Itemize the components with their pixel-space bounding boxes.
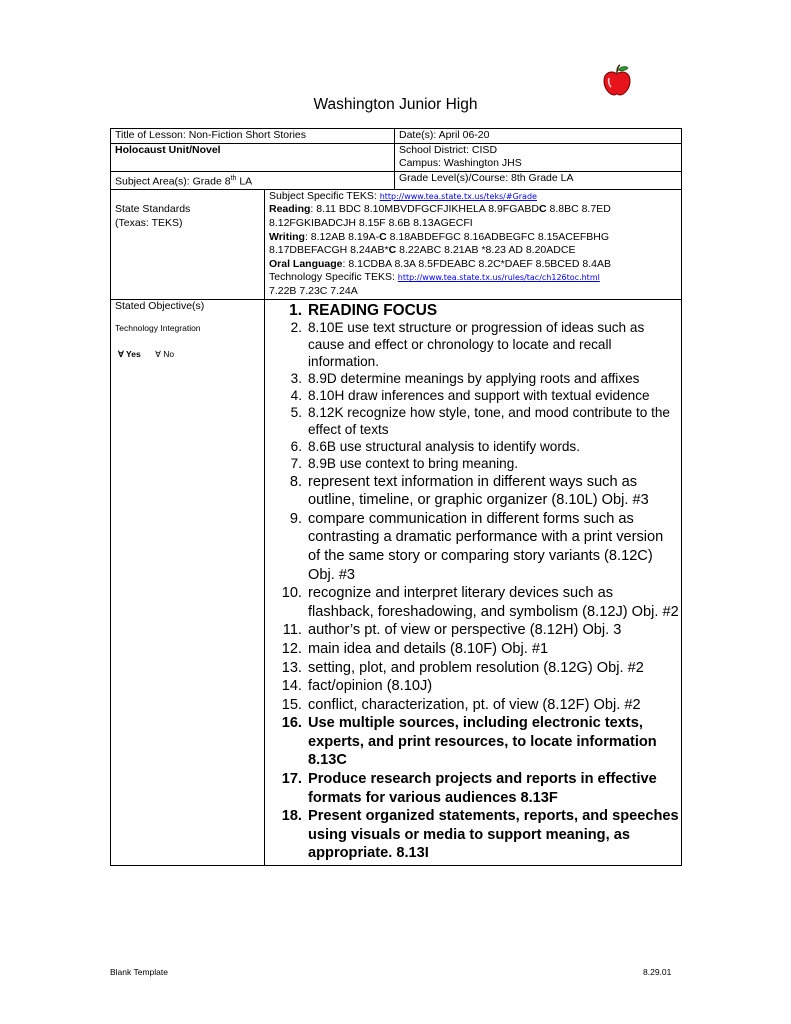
objective-number: 2. xyxy=(290,319,302,335)
objective-item xyxy=(265,714,679,770)
standards-content-cell: Subject Specific TEKS: http://www.tea.state.tx.us/teks/#Grade Reading: 8.11 BDC 8.10MBVDFGCFJIKHELA 8.9FGABDC 8.8BC 8.7ED 8.12FGKIBADCJH 8.15F 8.6B 8.13AGECFI Writing: 8.12AB 8.19A-C 8.18ABDEFGC 8.16ADBEGFC 8.15ACEFBHG 8.17DBEFACGH 8.24AB*C 8.22ABC 8.21AB *8.23 AD 8.20ADCE Oral Language: 8.1CDBA 8.3A 8.5FDEABC 8.2C*DAEF 8.5BCED 8.4AB Technology Specific TEKS: http://www.tea.state.tx.us/rules/tac/ch126toc.html 7.22B 7.23C 7.24A xyxy=(265,189,682,299)
objective-item xyxy=(265,455,679,472)
tech-teks-link[interactable]: http://www.tea.state.tx.us/rules/tac/ch126toc.html xyxy=(397,273,600,283)
objective-text: conflict, characterization, pt. of view (8.12F) Obj. #2 xyxy=(308,696,641,713)
objective-number: 15. xyxy=(281,696,302,713)
objective-item xyxy=(265,387,679,404)
objective-number: 4. xyxy=(290,388,302,404)
page-title: Washington Junior High xyxy=(313,96,478,113)
objective-text: 8.9B use context to bring meaning. xyxy=(308,456,519,472)
objective-text: Use multiple sources, including electronic texts, experts, and print resources, to locate information 8.13C xyxy=(308,715,657,769)
objective-text: READING FOCUS xyxy=(308,301,438,319)
unit-cell: Holocaust Unit/Novel xyxy=(111,143,395,171)
objective-text: Present organized statements, reports, and speeches using visuals or media to support meaning, as appropriate. 8.13I xyxy=(308,808,679,862)
objective-item xyxy=(265,404,679,438)
objective-number: 18. xyxy=(281,808,302,825)
objective-number: 14. xyxy=(281,678,302,695)
objective-item xyxy=(265,319,679,370)
objective-item xyxy=(265,438,679,455)
subject-teks-link[interactable]: http://www.tea.state.tx.us/teks/#Grade xyxy=(379,191,537,201)
objective-text: compare communication in different forms such as contrasting a dramatic performance with a print version of the same story or comparing story variants (8.12C) Obj. #3 xyxy=(308,510,664,583)
objective-item xyxy=(265,640,679,659)
objective-item xyxy=(265,302,679,319)
objective-number: 3. xyxy=(290,371,302,386)
campus: Campus: Washington JHS xyxy=(399,157,522,170)
objective-text: setting, plot, and problem resolution (8.12G) Obj. #2 xyxy=(308,659,644,676)
objectives-label-cell: Stated Objective(s) Technology Integration ∀ Yes ∀ No xyxy=(111,299,265,865)
district-campus-cell xyxy=(395,143,682,171)
objective-number: 6. xyxy=(290,439,302,455)
objective-text: 8.10H draw inferences and support with textual evidence xyxy=(308,388,650,404)
objective-item xyxy=(265,659,679,678)
objective-number: 16. xyxy=(281,715,302,732)
objective-number: 10. xyxy=(281,585,302,602)
objective-text: Produce research projects and reports in effective formats for various audiences 8.13F xyxy=(308,771,657,806)
objective-text: recognize and interpret literary devices such as flashback, foreshadowing, and symbolism (8.12J) Obj. #2 xyxy=(308,585,679,620)
footer-right: 8.29.01 xyxy=(643,967,672,977)
school-district: School District: CISD xyxy=(399,143,498,156)
objectives-content-cell xyxy=(265,299,682,865)
tech-integration-label: Technology Integration xyxy=(115,323,201,334)
objective-text: 8.12K recognize how style, tone, and mood contribute to the effect of texts xyxy=(308,405,670,438)
objective-text: 8.10E use text structure or progression of ideas such as cause and effect or chronology to locate and recall information. xyxy=(308,319,645,369)
objective-item xyxy=(265,621,679,640)
objective-item xyxy=(265,584,679,621)
objective-number: 9. xyxy=(289,510,302,527)
objective-text: 8.9D determine meanings by applying roots and affixes xyxy=(308,371,640,386)
objective-number: 11. xyxy=(282,622,302,639)
objective-number: 17. xyxy=(281,771,302,788)
apple-icon xyxy=(603,64,631,96)
objective-item xyxy=(265,770,679,807)
objective-number: 7. xyxy=(290,456,302,472)
objective-item xyxy=(265,807,679,863)
objective-item xyxy=(265,677,679,696)
no-option[interactable]: ∀ No xyxy=(155,348,175,359)
objective-text: represent text information in different ways such as outline, timeline, or graphic organizer (8.10L) Obj. #3 xyxy=(308,473,649,509)
lesson-title-cell: Title of Lesson: Non-Fiction Short Stories xyxy=(111,129,395,144)
objective-number: 5. xyxy=(290,405,302,421)
objective-text: author’s pt. of view or perspective (8.12H) Obj. 3 xyxy=(308,622,622,639)
objective-number: 12. xyxy=(281,640,302,657)
dates-cell: Date(s): April 06-20 xyxy=(395,129,682,144)
objective-text: 8.6B use structural analysis to identify words. xyxy=(308,439,581,455)
lesson-plan-table xyxy=(110,128,682,866)
objective-item xyxy=(265,696,679,715)
objective-item xyxy=(265,510,679,584)
objective-text: fact/opinion (8.10J) xyxy=(308,678,433,695)
objective-number: 1. xyxy=(289,301,302,319)
subject-area-cell: Subject Area(s): Grade 8th LA xyxy=(111,171,395,189)
objectives-list xyxy=(265,302,679,863)
objective-item xyxy=(265,473,679,510)
standards-label-cell: State Standards (Texas: TEKS) xyxy=(111,189,265,299)
footer-left: Blank Template xyxy=(110,967,168,977)
objective-number: 8. xyxy=(289,473,302,490)
objective-number: 13. xyxy=(281,659,302,676)
grade-level-cell: Grade Level(s)/Course: 8th Grade LA xyxy=(395,171,682,189)
yes-option[interactable]: ∀ Yes xyxy=(118,348,141,359)
objective-text: main idea and details (8.10F) Obj. #1 xyxy=(308,640,549,657)
objective-item xyxy=(265,370,679,387)
